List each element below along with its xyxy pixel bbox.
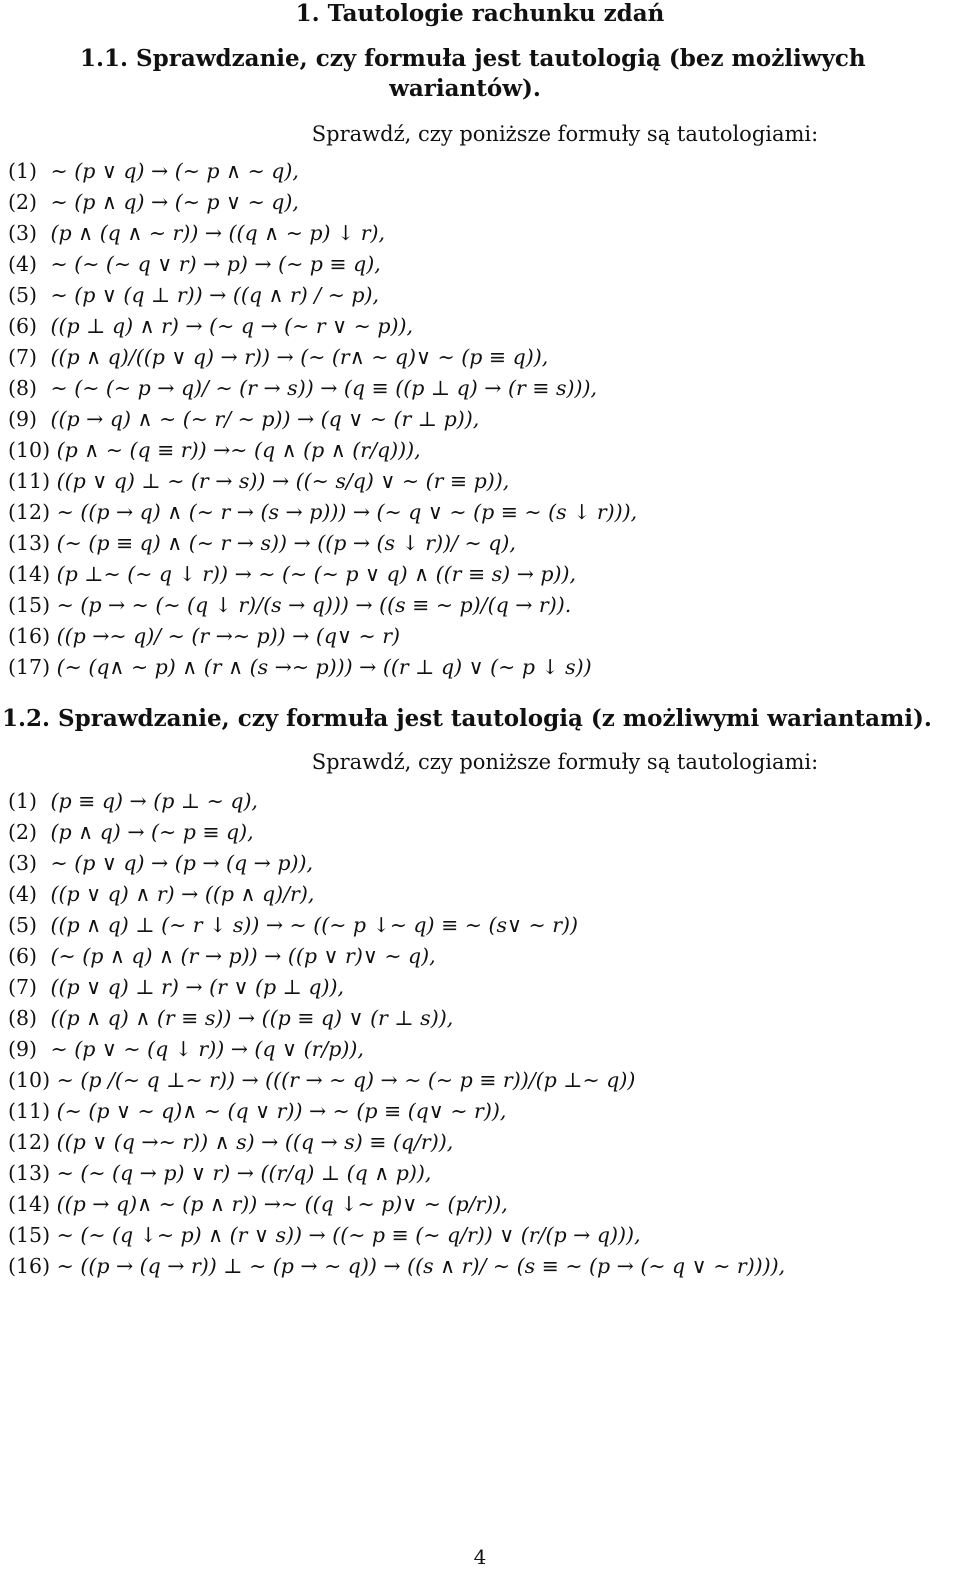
formula-text: (p ∧ q) → (∼ p ≡ q),: [50, 820, 254, 844]
formula-item: [8, 1096, 958, 1127]
formula-number: (7): [8, 975, 38, 999]
formula-text: ∼ (∼ (q ↓∼ p) ∧ (r ∨ s)) → ((∼ p ≡ (∼ q/r)) ∨ (r/(p → q))),: [56, 1223, 641, 1247]
formula-item: [8, 1220, 958, 1251]
formula-text: ((p → q) ∧ ∼ (∼ r/ ∼ p)) → (q ∨ ∼ (r ⊥ p)),: [50, 407, 480, 431]
formula-item: [8, 1189, 958, 1220]
formula-item: [8, 848, 958, 879]
formula-number: (17): [8, 655, 51, 679]
formula-number: (12): [8, 1130, 51, 1154]
formula-text: (p ≡ q) → (p ⊥ ∼ q),: [50, 789, 258, 813]
formula-number: (1): [8, 159, 38, 183]
formula-item: [8, 280, 958, 311]
formula-text: (p ⊥∼ (∼ q ↓ r)) → ∼ (∼ (∼ p ∨ q) ∧ ((r ≡ s) → p)),: [56, 562, 577, 586]
formula-item: [8, 1034, 958, 1065]
formula-number: (10): [8, 438, 51, 462]
formula-item: [8, 373, 958, 404]
section-1-1-heading-line2: wariantów).: [389, 75, 541, 102]
formula-item: [8, 879, 958, 910]
formula-text: ∼ (∼ (q → p) ∨ r) → ((r/q) ⊥ (q ∧ p)),: [56, 1161, 432, 1185]
formula-item: [8, 817, 958, 848]
formula-item: [8, 1158, 958, 1189]
formula-text: ∼ (p ∨ q) → (∼ p ∧ ∼ q),: [50, 159, 299, 183]
formula-number: (4): [8, 252, 38, 276]
formula-text: (∼ (p ∨ ∼ q)∧ ∼ (q ∨ r)) → ∼ (p ≡ (q∨ ∼ r)),: [56, 1099, 507, 1123]
page-title: 1. Tautologie rachunku zdań: [295, 0, 665, 27]
formula-text: ((p ∨ q) ⊥ r) → (r ∨ (p ⊥ q)),: [50, 975, 345, 999]
section-1-2-heading: 1.2. Sprawdzanie, czy formuła jest tautologią (z możliwymi wariantami).: [2, 705, 932, 732]
formula-item: [8, 404, 958, 435]
formula-number: (2): [8, 190, 38, 214]
formula-item: [8, 621, 958, 652]
formula-text: ∼ (p /(∼ q ⊥∼ r)) → (((r → ∼ q) → ∼ (∼ p ≡ r))/(p ⊥∼ q)): [56, 1068, 636, 1092]
formula-text: ((p →∼ q)/ ∼ (r →∼ p)) → (q∨ ∼ r): [56, 624, 401, 648]
section-1-1-formula-list: [8, 156, 958, 683]
section-1-1-instruction: Sprawdź, czy poniższe formuły są tautologiami:: [311, 122, 819, 146]
formula-number: (7): [8, 345, 38, 369]
formula-text: ((p ∧ q) ⊥ (∼ r ↓ s)) → ∼ ((∼ p ↓∼ q) ≡ ∼ (s∨ ∼ r)): [50, 913, 578, 937]
formula-text: ((p ∨ q) ⊥ ∼ (r → s)) → ((∼ s/q) ∨ ∼ (r ≡ p)),: [56, 469, 510, 493]
formula-number: (11): [8, 1099, 51, 1123]
formula-item: [8, 1127, 958, 1158]
formula-text: ∼ (∼ (∼ q ∨ r) → p) → (∼ p ≡ q),: [50, 252, 381, 276]
formula-text: ∼ (p ∧ q) → (∼ p ∨ ∼ q),: [50, 190, 299, 214]
section-1-2-instruction: Sprawdź, czy poniższe formuły są tautologiami:: [311, 750, 819, 774]
formula-number: (16): [8, 1254, 51, 1278]
formula-text: ((p ⊥ q) ∧ r) → (∼ q → (∼ r ∨ ∼ p)),: [50, 314, 414, 338]
formula-number: (3): [8, 851, 38, 875]
section-1-1-heading: [80, 44, 940, 104]
formula-item: [8, 156, 958, 187]
formula-number: (1): [8, 789, 38, 813]
formula-text: (∼ (p ∧ q) ∧ (r → p)) → ((p ∨ r)∨ ∼ q),: [50, 944, 436, 968]
formula-item: [8, 528, 958, 559]
formula-number: (15): [8, 593, 51, 617]
section-1-2-formula-list: [8, 786, 958, 1282]
formula-text: (p ∧ (q ∧ ∼ r)) → ((q ∧ ∼ p) ↓ r),: [50, 221, 386, 245]
formula-number: (5): [8, 283, 38, 307]
formula-number: (5): [8, 913, 38, 937]
formula-number: (3): [8, 221, 38, 245]
formula-text: ∼ ((p → q) ∧ (∼ r → (s → p))) → (∼ q ∨ ∼ (p ≡ ∼ (s ↓ r))),: [56, 500, 638, 524]
formula-item: [8, 559, 958, 590]
formula-text: (∼ (p ≡ q) ∧ (∼ r → s)) → ((p → (s ↓ r))/ ∼ q),: [56, 531, 516, 555]
formula-text: ∼ (p ∨ (q ⊥ r)) → ((q ∧ r) / ∼ p),: [50, 283, 380, 307]
formula-item: [8, 972, 958, 1003]
formula-item: [8, 466, 958, 497]
formula-item: [8, 187, 958, 218]
formula-number: (10): [8, 1068, 51, 1092]
formula-number: (11): [8, 469, 51, 493]
formula-text: ∼ (∼ (∼ p → q)/ ∼ (r → s)) → (q ≡ ((p ⊥ q) → (r ≡ s))),: [50, 376, 598, 400]
formula-text: ((p ∨ (q →∼ r)) ∧ s) → ((q → s) ≡ (q/r)),: [56, 1130, 454, 1154]
formula-item: [8, 1065, 958, 1096]
formula-number: (16): [8, 624, 51, 648]
formula-text: ((p → q)∧ ∼ (p ∧ r)) →∼ ((q ↓∼ p)∨ ∼ (p/r)),: [56, 1192, 508, 1216]
formula-text: ((p ∧ q)/((p ∨ q) → r)) → (∼ (r∧ ∼ q)∨ ∼ (p ≡ q)),: [50, 345, 549, 369]
formula-number: (13): [8, 1161, 51, 1185]
formula-number: (14): [8, 1192, 51, 1216]
formula-text: ((p ∨ q) ∧ r) → ((p ∧ q)/r),: [50, 882, 315, 906]
formula-item: [8, 786, 958, 817]
formula-number: (6): [8, 944, 38, 968]
formula-item: [8, 590, 958, 621]
formula-number: (9): [8, 407, 38, 431]
formula-item: [8, 249, 958, 280]
formula-number: (8): [8, 376, 38, 400]
formula-item: [8, 342, 958, 373]
formula-item: [8, 497, 958, 528]
formula-text: ((p ∧ q) ∧ (r ≡ s)) → ((p ≡ q) ∨ (r ⊥ s)),: [50, 1006, 454, 1030]
formula-number: (14): [8, 562, 51, 586]
formula-item: [8, 652, 958, 683]
formula-text: (p ∧ ∼ (q ≡ r)) →∼ (q ∧ (p ∧ (r/q))),: [56, 438, 421, 462]
formula-item: [8, 1003, 958, 1034]
formula-item: [8, 218, 958, 249]
formula-item: [8, 311, 958, 342]
formula-number: (2): [8, 820, 38, 844]
formula-number: (15): [8, 1223, 51, 1247]
formula-number: (12): [8, 500, 51, 524]
formula-text: ∼ (p → ∼ (∼ (q ↓ r)/(s → q))) → ((s ≡ ∼ p)/(q → r)).: [56, 593, 572, 617]
formula-number: (4): [8, 882, 38, 906]
page-number: 4: [473, 1545, 487, 1569]
formula-number: (13): [8, 531, 51, 555]
formula-text: (∼ (q∧ ∼ p) ∧ (r ∧ (s →∼ p))) → ((r ⊥ q) ∨ (∼ p ↓ s)): [56, 655, 592, 679]
formula-number: (6): [8, 314, 38, 338]
formula-text: ∼ ((p → (q → r)) ⊥ ∼ (p → ∼ q)) → ((s ∧ r)/ ∼ (s ≡ ∼ (p → (∼ q ∨ ∼ r)))),: [56, 1254, 786, 1278]
formula-text: ∼ (p ∨ q) → (p → (q → p)),: [50, 851, 314, 875]
formula-number: (9): [8, 1037, 38, 1061]
formula-item: [8, 1251, 958, 1282]
formula-item: [8, 910, 958, 941]
formula-text: ∼ (p ∨ ∼ (q ↓ r)) → (q ∨ (r/p)),: [50, 1037, 364, 1061]
formula-number: (8): [8, 1006, 38, 1030]
formula-item: [8, 941, 958, 972]
formula-item: [8, 435, 958, 466]
section-1-1-heading-line1: 1.1. Sprawdzanie, czy formuła jest tautologią (bez możliwych: [80, 45, 866, 72]
